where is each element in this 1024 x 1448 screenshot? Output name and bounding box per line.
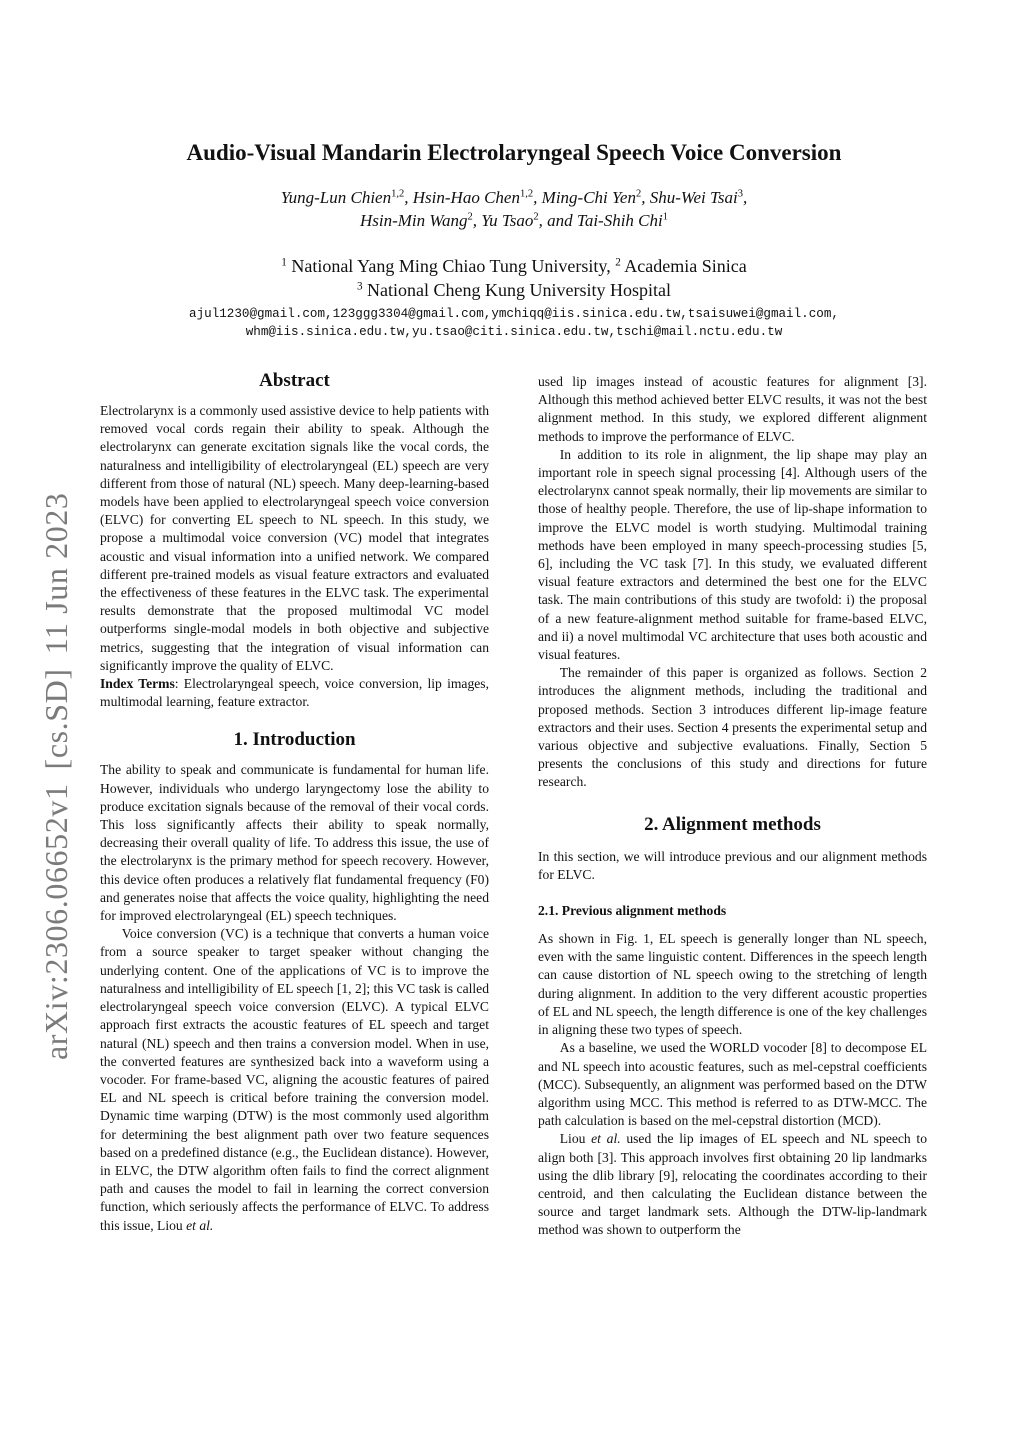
author-7: Tai-Shih Chi$^1$ (576, 211, 669, 230)
intro-paragraph-1: The ability to speak and communicate is fundamental for human life. However, individuals who undergo laryngectomy lose the ability to produce excitation signals because of the removal of their vocal cords. This loss significantly affects their ability to speak normally, decreasing their overall quality of life. To address this issue, the use of the electrolarynx is the primary method for speech recovery. However, this device often produces a relatively flat fundamental frequency (F0) and generates noise that affects the voice quality, highlighting the need for improved electrolaryngeal (EL) speech techniques. (100, 762, 489, 924)
email-line-1: ajul1230@gmail.com,123ggg3304@gmail.com,ymchiqq@iis.sinica.edu.tw,tsaisuwei@gmail.com, (189, 307, 839, 321)
intro-paragraph-5: The remainder of this paper is organized as follows. Section 2 introduces the alignment methods, including the traditional and proposed methods. Section 3 introduces different lip-image feature extractors and their uses. Section 4 presents the experimental setup and various objective and subjective evaluations. Finally, Section 5 presents the conclusions of this study and directions for future research. (538, 665, 927, 790)
index-terms (100, 675, 489, 711)
alignment-paragraph-3: Liou et al. used the lip images of EL speech and NL speech to align both [3]. This approach involves first obtaining 20 lip landmarks using the dlib library [9], relocating the coordinates according to their centroid, and then calculating the Euclidean distance between the source and target landmark sets. Although the DTW-lip-landmark method was shown to outperform the (538, 1131, 927, 1238)
paper-title: Audio-Visual Mandarin Electrolaryngeal Speech Voice Conversion (186, 140, 842, 165)
alignment-intro: In this section, we will introduce previous and our alignment methods for ELVC. (538, 848, 927, 882)
abstract-text: Electrolarynx is a commonly used assistive device to help patients with removed vocal cords regain their ability to speak. Although the electrolarynx can generate excitation signals like the vocal cords, the naturalness and intelligibility of electrolaryngeal (EL) speech are very different from those of natural (NL) speech. Many deep-learning-based models have been applied to electrolaryngeal speech voice conversion (ELVC) for converting EL speech to NL speech. In this study, we propose a multimodal voice conversion (VC) model that integrates acoustic and visual information into a unified network. We compared different pre-trained models as visual feature extractors and evaluated the effectiveness of these features in the ELVC task. The experimental results demonstrate that the proposed multimodal VC model outperforms single-modal models in both objective and subjective metrics, suggesting that the integration of visual information can significantly improve the quality of ELVC. (100, 403, 489, 673)
author-3: Ming-Chi Yen$^2$, (541, 188, 650, 207)
arxiv-date: 11 Jun 2023 (38, 492, 74, 655)
author-4: Shu-Wei Tsai$^3$, (649, 188, 748, 207)
intro-paragraph-4: In addition to its role in alignment, the lip shape may play an important role in speech signal processing [4]. Although users of the electrolarynx cannot speak normally, their lip movements are similar to those of healthy people. Therefore, the use of lip-shape information to improve the ELVC model is worth studying. Multimodal training methods have been employed in many speech-processing studies [5, 6], including the VC task [7]. In this study, we evaluated different visual feature extractors and determined the best one for the ELVC task. The main contributions of this study are twofold: i) the proposal of a new feature-alignment method suitable for frame-based ELVC, and ii) a novel multimodal VC architecture that uses both acoustic and visual features. (538, 446, 927, 663)
email-list (100, 305, 928, 341)
affiliation-1: $^1$ National Yang Ming Chiao Tung University (281, 256, 607, 276)
arxiv-side-stamp (26, 492, 86, 1060)
arxiv-category: [cs.SD] (38, 668, 74, 770)
author-2: Hsin-Hao Chen$^{1,2}$, (412, 188, 542, 207)
intro-paragraph-3: used lip images instead of acoustic features for alignment [3]. Although this method achieved better ELVC results, it was not the best alignment method. In this study, we explored different alignment methods to improve the performance of ELVC. (538, 374, 927, 444)
previous-alignment-heading: 2.1. Previous alignment methods (538, 903, 727, 919)
index-terms-label: Index Terms (100, 676, 175, 692)
index-terms-text: : Electrolaryngeal speech, voice conversion, lip images, multimodal learning, feature extractor. (100, 676, 489, 710)
right-column (538, 373, 927, 1240)
author-list (100, 186, 928, 232)
author-6: Yu Tsao$^2$, and (481, 211, 577, 230)
intro-paragraph-2: Voice conversion (VC) is a technique that converts a human voice from a source speaker to target speaker without changing the underlying content. One of the applications of VC is to improve the naturalness and intelligibility of EL speech [1, 2]; this VC task is called electrolaryngeal speech voice conversion (ELVC). A typical ELVC approach first extracts the acoustic features of EL speech and target natural (NL) speech and then trains a conversion model. When in use, the converted features are synthesized back into a waveform using a vocoder. For frame-based VC, aligning the acoustic features of paired EL and NL speech is critical before training the conversion model. Dynamic time warping (DTW) is the most commonly used algorithm for determining the best alignment path over two feature sequences based on a predefined distance (e.g., the Euclidean distance). However, in ELVC, the DTW algorithm often fails to find the correct alignment path and causes the model to fail in learning the correct conversion function, which seriously affects the performance of ELVC. To address this issue, Liou et al. (100, 926, 489, 1233)
arxiv-id: arXiv:2306.06652v1 (38, 783, 74, 1060)
introduction-heading: 1. Introduction (233, 729, 356, 751)
author-5: Hsin-Min Wang$^2$, (359, 211, 482, 230)
affiliation-3: $^3$ National Cheng Kung University Hospital (356, 280, 672, 300)
email-line-2: whm@iis.sinica.edu.tw,yu.tsao@citi.sinica.edu.tw,tschi@mail.nctu.edu.tw (245, 325, 783, 339)
author-1: Yung-Lun Chien$^{1,2}$, (280, 188, 413, 207)
alignment-paragraph-2: As a baseline, we used the WORLD vocoder [8] to decompose EL and NL speech into acoustic features, such as mel-cepstral coefficients (MCC). Subsequently, an alignment was performed based on the DTW algorithm using MCC. This method is referred to as DTW-MCC. The path calculation is based on the mel-cepstral distortion (MCD). (538, 1040, 927, 1129)
affiliations: $^1$ National Yang Ming Chiao Tung University, $^2$ Academia Sinica $^3$ National Cheng Kung University Hospital (281, 256, 747, 300)
left-column (100, 368, 489, 1235)
affiliation-2: $^2$ Academia Sinica (615, 256, 747, 276)
alignment-heading: 2. Alignment methods (644, 813, 821, 835)
abstract-heading: Abstract (259, 370, 330, 391)
alignment-paragraph-1: As shown in Fig. 1, EL speech is generally longer than NL speech, even with the same linguistic content. Differences in the speech length can cause distortion of NL speech owing to the stretching of length during alignment. In addition to the very different acoustic properties of EL and NL speech, the length difference is one of the key challenges in aligning these two types of speech. (538, 931, 927, 1038)
